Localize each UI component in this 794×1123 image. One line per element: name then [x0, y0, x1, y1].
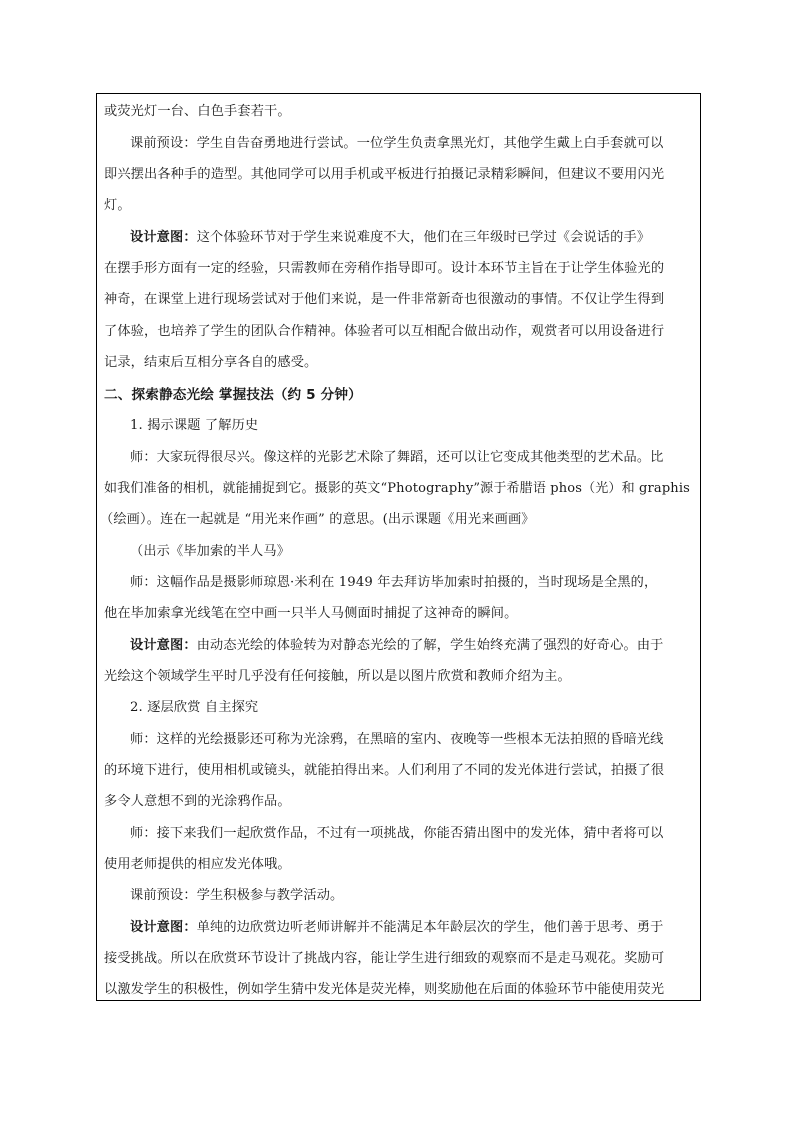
paragraph-line: 的环境下进行，使用相机或镜头，就能拍得出来。人们利用了不同的发光体进行尝试，拍摄了很 — [104, 763, 665, 778]
paragraph-line: 课前预设：学生自告奋勇地进行尝试。一位学生负责拿黑光灯，其他学生戴上白手套就可以 — [130, 136, 664, 151]
paragraph-line: 设计意图：单纯的边欣赏边听老师讲解并不能满足本年龄层次的学生，他们善于思考、勇于 — [130, 920, 664, 935]
paragraph-line: 师：接下来我们一起欣赏作品，不过有一项挑战，你能否猜出图中的发光体，猜中者将可以 — [130, 826, 664, 841]
section-heading: 二、探索静态光绘 掌握技法（约 5 分钟） — [104, 387, 362, 403]
paragraph-line: 以激发学生的积极性，例如学生猜中发光体是荧光棒，则奖励他在后面的体验环节中能使用荧光 — [104, 982, 665, 997]
paragraph-line: 光绘这个领域学生平时几乎没有任何接触，所以是以图片欣赏和教师介绍为主。 — [104, 669, 571, 684]
paragraph-line: （出示《毕加索的半人马》 — [130, 544, 291, 559]
paragraph-line: 神奇，在课堂上进行现场尝试对于他们来说，是一件非常新奇也很激动的事情。不仅让学生得到 — [104, 292, 665, 307]
lead-label: 设计意图： — [130, 920, 197, 935]
paragraph-line: 他在毕加索拿光线笔在空中画一只半人马侧面时捕捉了这神奇的瞬间。 — [104, 606, 518, 621]
lead-label: 设计意图： — [130, 230, 197, 245]
lead-label: 课前预设： — [130, 136, 197, 151]
paragraph-line: 课前预设：学生积极参与教学活动。 — [130, 888, 344, 903]
paragraph-line: 师：这幅作品是摄影师琼恩·米利在 1949 年去拜访毕加索时拍摄的，当时现场是全黑的， — [130, 575, 658, 590]
paragraph-line: 在摆手形方面有一定的经验，只需教师在旁稍作指导即可。设计本环节主旨在于让学生体验光的 — [104, 261, 665, 276]
subsection-title: 1. 揭示课题 了解历史 — [130, 418, 259, 433]
paragraph-line: 即兴摆出各种手的造型。其他同学可以用手机或平板进行拍摄记录精彩瞬间，但建议不要用闪光 — [104, 167, 665, 182]
paragraph-line: （绘画）。连在一起就是 “用光来作画” 的意思。(出示课题《用光来画画》 — [100, 512, 535, 527]
subsection-title: 2. 逐层欣赏 自主探究 — [130, 700, 259, 715]
paragraph-line: 记录，结束后互相分享各自的感受。 — [104, 355, 318, 370]
paragraph-line: 使用老师提供的相应发光体哦。 — [104, 857, 291, 872]
paragraph-line: 师：大家玩得很尽兴。像这样的光影艺术除了舞蹈，还可以让它变成其他类型的艺术品。比 — [130, 450, 664, 465]
lead-label: 设计意图： — [130, 638, 197, 653]
paragraph-line: 了体验，也培养了学生的团队合作精神。体验者可以互相配合做出动作，观赏者可以用设备进行 — [104, 324, 665, 339]
paragraph-line: 灯。 — [104, 198, 131, 213]
paragraph-line: 多令人意想不到的光涂鸦作品。 — [104, 794, 291, 809]
lead-label: 课前预设： — [130, 888, 197, 903]
paragraph-line: 师：这样的光绘摄影还可称为光涂鸦，在黑暗的室内、夜晚等一些根本无法拍照的昏暗光线 — [130, 732, 664, 747]
paragraph-line: 或荧光灯一台、白色手套若干。 — [104, 104, 291, 119]
paragraph-line: 接受挑战。所以在欣赏环节设计了挑战内容，能让学生进行细致的观察而不是走马观花。奖励可 — [104, 951, 665, 966]
paragraph-line: 设计意图：由动态光绘的体验转为对静态光绘的了解，学生始终充满了强烈的好奇心。由于 — [130, 638, 664, 653]
paragraph-line: 设计意图：这个体验环节对于学生来说难度不大，他们在三年级时已学过《会说话的手》 — [130, 230, 651, 245]
paragraph-line: 如我们准备的相机，就能捕捉到它。摄影的英文“Photography”源于希腊语 phos（光）和 graphis — [104, 481, 690, 496]
